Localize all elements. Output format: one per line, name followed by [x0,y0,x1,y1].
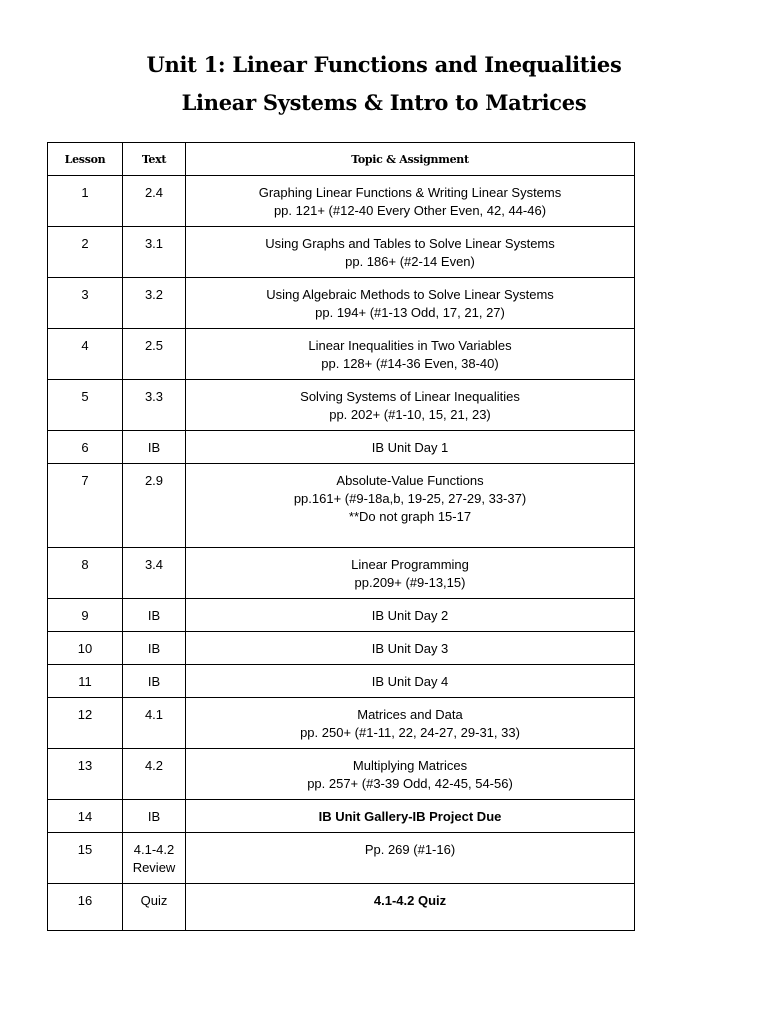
assignment-line: pp.209+ (#9-13,15) [354,575,466,590]
table-row [48,833,635,884]
topic-assignment [186,599,635,632]
text-section [123,380,186,431]
topic-title: IB Unit Day 1 [371,440,449,455]
topic-assignment [186,665,635,698]
lesson-number: 9 [48,599,123,632]
assignment-line: pp. 186+ (#2-14 Even) [345,254,475,269]
text-section [123,329,186,380]
assignment-line: **Do not graph 15-17 [348,509,472,524]
text-section [123,800,186,833]
topic-title: Linear Inequalities in Two Variables [308,338,512,353]
topic-assignment [186,749,635,800]
table-body [48,176,635,931]
topic-title: Linear Programming [351,557,469,572]
text-section [123,431,186,464]
assignment-line: pp.161+ (#9-18a,b, 19-25, 27-29, 33-37) [293,491,527,506]
table-row [48,599,635,632]
lesson-number: 16 [48,884,123,931]
text-section-line: 3.2 [144,287,164,302]
table-row [48,632,635,665]
text-section-line: IB [147,809,161,824]
text-section-line: IB [147,641,161,656]
topic-assignment [186,800,635,833]
lesson-number: 13 [48,749,123,800]
lesson-schedule-table [47,142,635,931]
text-section [123,599,186,632]
lesson-number: 5 [48,380,123,431]
table-row [48,176,635,227]
lesson-number: 12 [48,698,123,749]
lesson-number: 15 [48,833,123,884]
assignment-line: pp. 257+ (#3-39 Odd, 42-45, 54-56) [307,776,513,791]
assignment-line: pp. 250+ (#1-11, 22, 24-27, 29-31, 33) [300,725,520,740]
table-row [48,431,635,464]
table-row [48,548,635,599]
table-row [48,665,635,698]
topic-assignment [186,227,635,278]
topic-title: Solving Systems of Linear Inequalities [300,389,520,404]
text-section-line: 2.9 [144,473,164,488]
topic-title: IB Unit Day 2 [371,608,449,623]
table-row [48,698,635,749]
lesson-number: 14 [48,800,123,833]
text-section [123,227,186,278]
text-section [123,698,186,749]
table-row [48,800,635,833]
topic-assignment [186,329,635,380]
table-row [48,884,635,931]
topic-title: Using Graphs and Tables to Solve Linear Systems [265,236,555,251]
topic-title: IB Unit Day 3 [371,641,449,656]
text-section-line: IB [147,674,161,689]
title-line-1: Unit 1: Linear Functions and Inequalities [146,52,622,77]
lesson-number: 6 [48,431,123,464]
lesson-number: 2 [48,227,123,278]
table-row [48,749,635,800]
topic-title: Multiplying Matrices [352,758,468,773]
text-section-line: 3.3 [144,389,164,404]
table-row [48,227,635,278]
table-row [48,380,635,431]
topic-assignment [186,884,635,931]
lesson-number: 7 [48,464,123,548]
text-section-line: Review [132,860,176,875]
assignment-line: pp. 202+ (#1-10, 15, 21, 23) [329,407,491,422]
document-title [0,46,768,122]
topic-title: IB Unit Day 4 [371,674,449,689]
topic-assignment [186,698,635,749]
text-section [123,833,186,884]
text-section-line: IB [147,608,161,623]
text-section [123,548,186,599]
text-section-line: 2.5 [144,338,164,353]
header-lesson: Lesson [48,143,123,176]
table-row [48,329,635,380]
assignment-line: pp. 121+ (#12-40 Every Other Even, 42, 44-46) [273,203,547,218]
text-section-line: IB [147,440,161,455]
topic-assignment [186,431,635,464]
table-row [48,278,635,329]
assignment-line: pp. 194+ (#1-13 Odd, 17, 21, 27) [315,305,505,320]
text-section [123,632,186,665]
header-text: Text [123,143,186,176]
lesson-number: 8 [48,548,123,599]
text-section-line: 4.2 [144,758,164,773]
title-line-2: Linear Systems & Intro to Matrices [181,90,587,115]
topic-assignment [186,464,635,548]
text-section [123,665,186,698]
topic-assignment [186,548,635,599]
text-section-line: 3.1 [144,236,164,251]
topic-title: Absolute-Value Functions [336,473,484,488]
topic-assignment [186,632,635,665]
topic-assignment [186,380,635,431]
lesson-number: 4 [48,329,123,380]
topic-assignment [186,176,635,227]
table-header-row [48,143,635,176]
text-section [123,884,186,931]
text-section [123,464,186,548]
assignment-line: pp. 128+ (#14-36 Even, 38-40) [321,356,499,371]
topic-title: Pp. 269 (#1-16) [364,842,456,857]
text-section-line: 2.4 [144,185,164,200]
topic-title: Matrices and Data [357,707,463,722]
text-section-line: 4.1-4.2 [133,842,175,857]
text-section [123,176,186,227]
topic-assignment [186,278,635,329]
topic-title: Graphing Linear Functions & Writing Linear Systems [258,185,562,200]
lesson-number: 11 [48,665,123,698]
text-section-line: Quiz [140,893,168,908]
text-section [123,278,186,329]
text-section [123,749,186,800]
topic-title: 4.1-4.2 Quiz [373,893,447,908]
topic-title: IB Unit Gallery-IB Project Due [318,809,502,824]
header-topic: Topic & Assignment [186,143,635,176]
lesson-number: 10 [48,632,123,665]
lesson-number: 3 [48,278,123,329]
topic-assignment [186,833,635,884]
table-row [48,464,635,548]
lesson-number: 1 [48,176,123,227]
topic-title: Using Algebraic Methods to Solve Linear Systems [266,287,554,302]
text-section-line: 3.4 [144,557,164,572]
text-section-line: 4.1 [144,707,164,722]
